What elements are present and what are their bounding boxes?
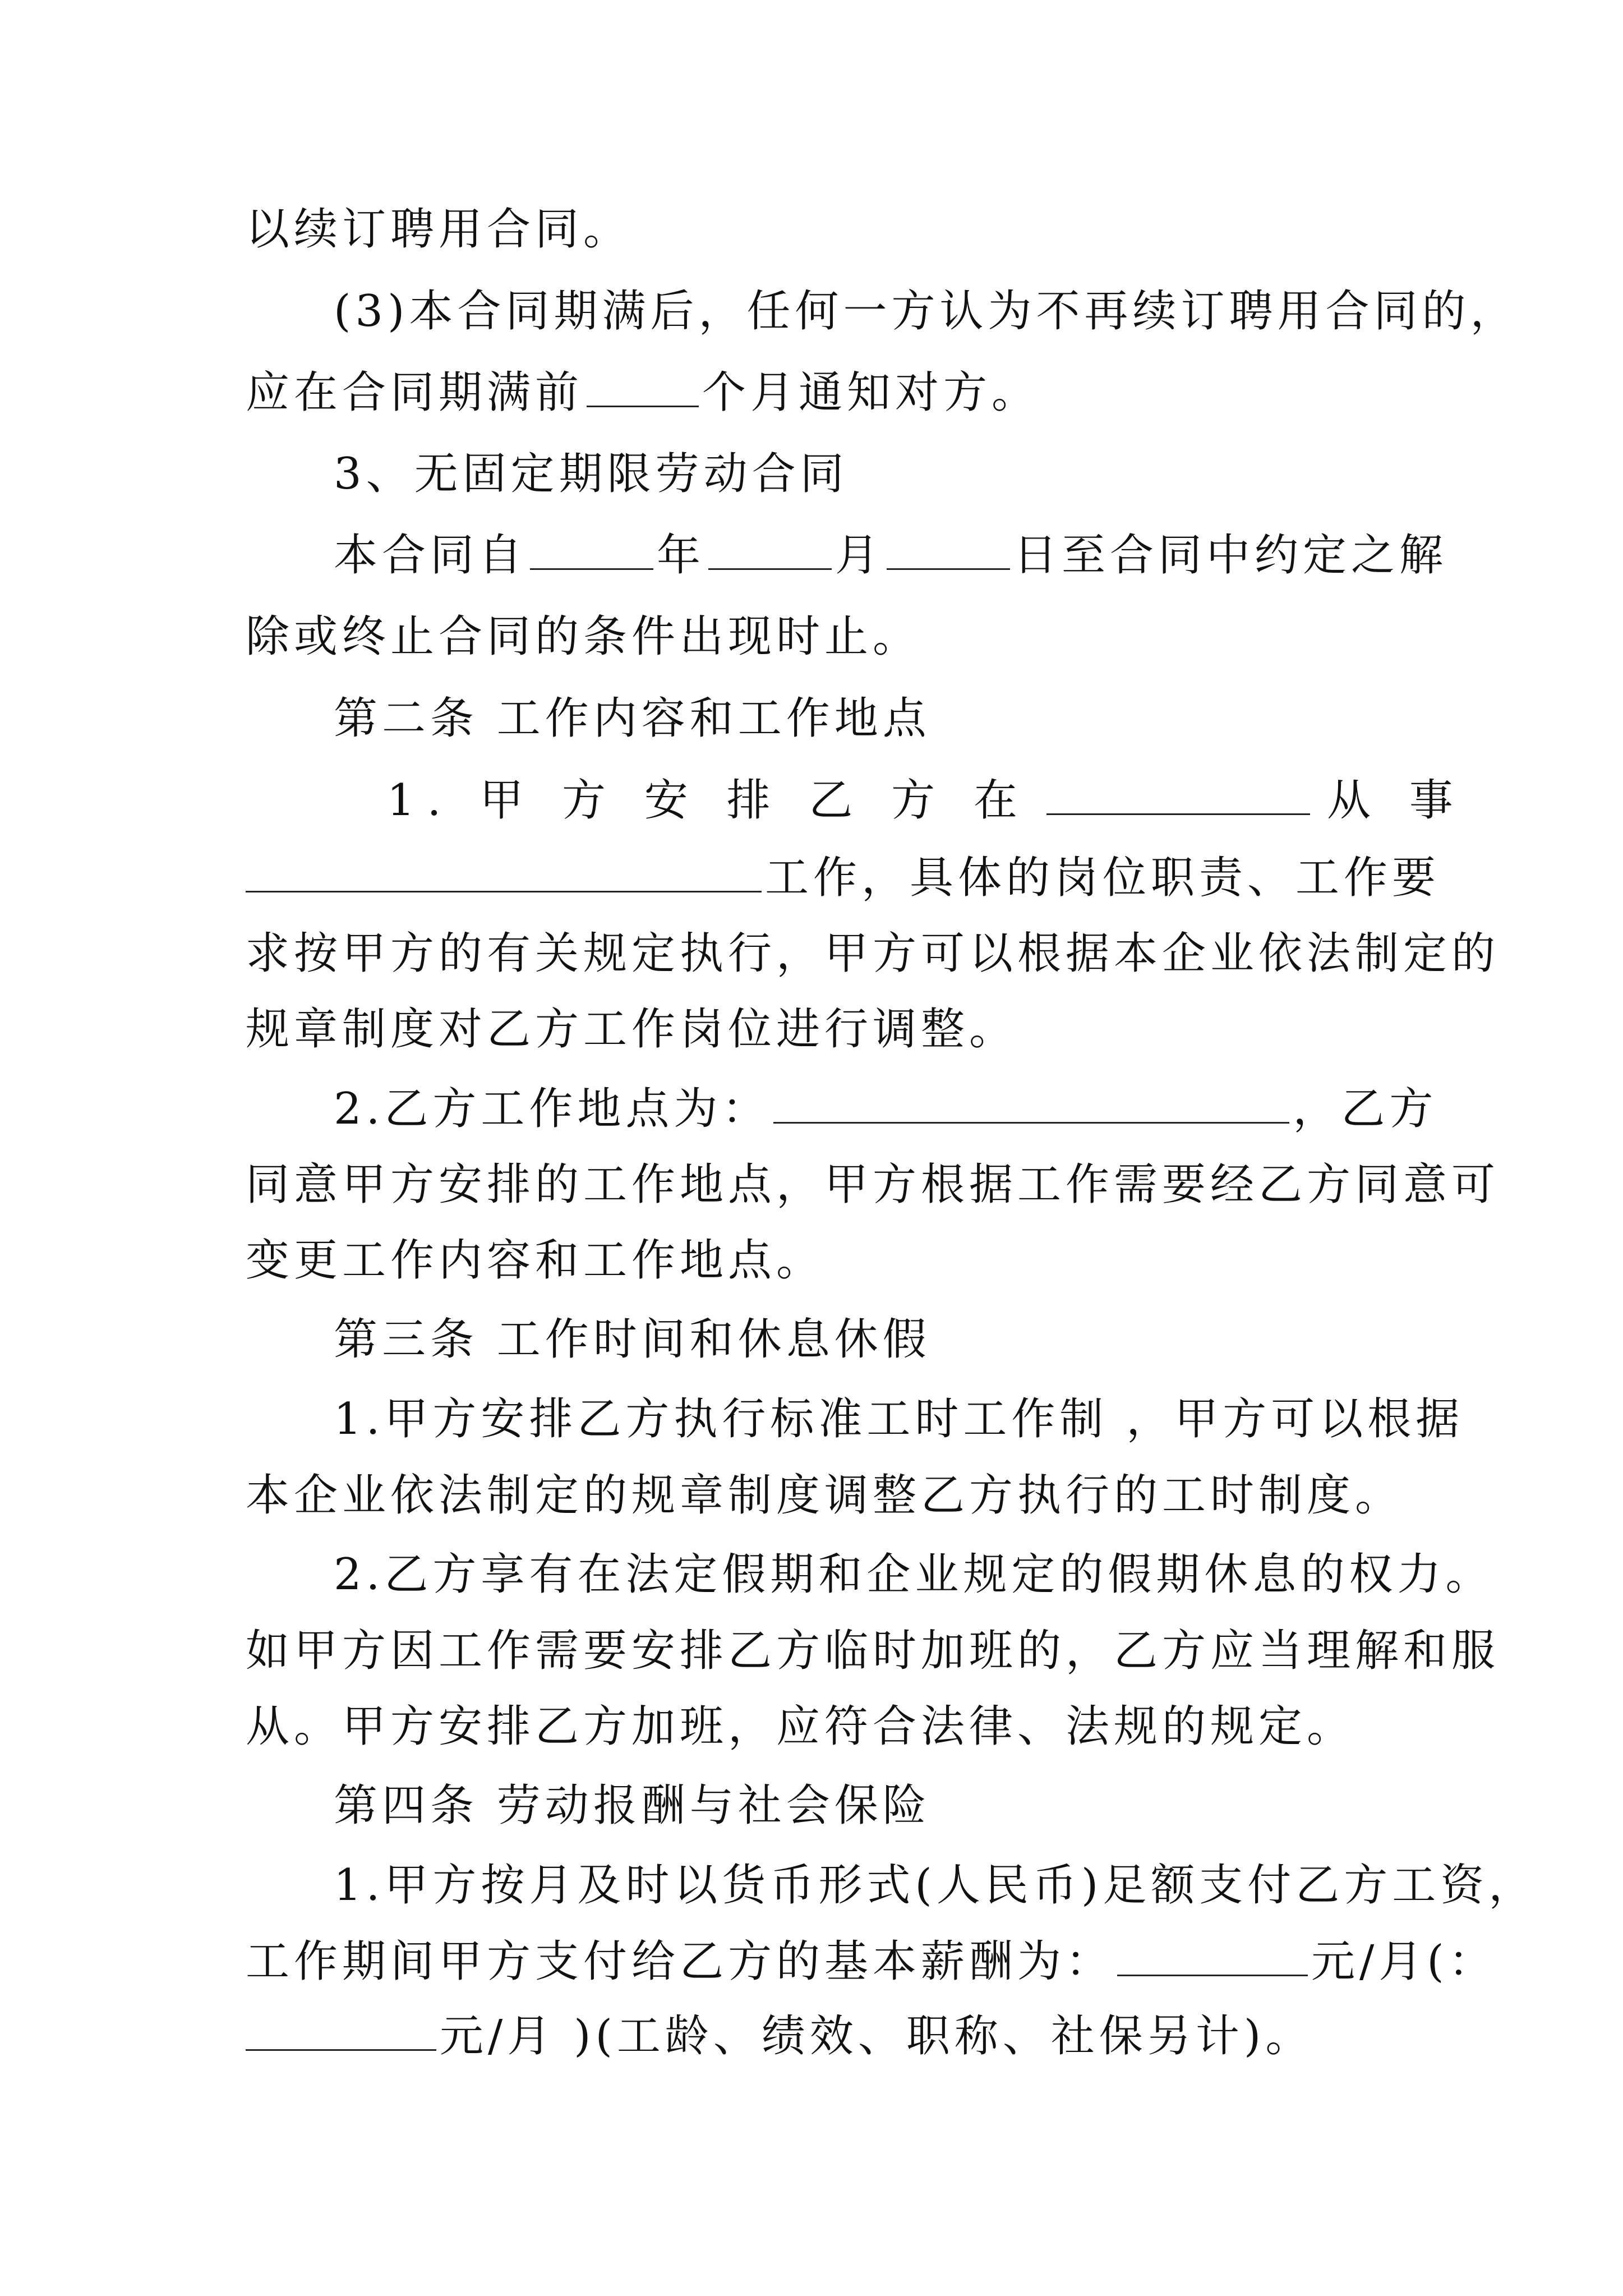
text-line: 同意甲方安排的工作地点，甲方根据工作需要经乙方同意可 bbox=[246, 1159, 1500, 1210]
blank-line-department[interactable] bbox=[1046, 777, 1310, 815]
text-line: 如甲方因工作需要安排乙方临时加班的，乙方应当理解和服 bbox=[246, 1626, 1500, 1676]
blank-line-work-location[interactable] bbox=[773, 1086, 1289, 1124]
blank-line-base-salary[interactable] bbox=[1117, 1939, 1308, 1976]
article-heading: 第三条 工作时间和休息休假 bbox=[334, 1314, 931, 1365]
blank-line-months[interactable] bbox=[587, 370, 699, 407]
article-heading: 第四条 劳动报酬与社会保险 bbox=[334, 1780, 931, 1831]
text-line: (3)本合同期满后，任何一方认为不再续订聘用合同的， bbox=[334, 286, 1519, 337]
text-line: 以续订聘用合同。 bbox=[246, 204, 632, 255]
blank-line-job-type[interactable] bbox=[246, 855, 762, 892]
text-line: 2.乙方享有在法定假期和企业规定的假期休息的权力。 bbox=[334, 1549, 1494, 1600]
blank-line-start-year[interactable] bbox=[530, 532, 653, 570]
blank-line-start-day[interactable] bbox=[887, 532, 1010, 570]
section-heading: 3、无固定期限劳动合同 bbox=[334, 449, 849, 499]
text-line: 本企业依法制定的规章制度调整乙方执行的工时制度。 bbox=[246, 1470, 1404, 1521]
text-line: 规章制度对乙方工作岗位进行调整。 bbox=[246, 1004, 1018, 1055]
text-line: 1. 甲 方 安 排 乙 方 在 从 事 bbox=[387, 775, 1465, 826]
text-line: 1.甲方安排乙方执行标准工时工作制 ，甲方可以根据 bbox=[334, 1394, 1464, 1444]
text-line: 2.乙方工作地点为： ，乙方 bbox=[334, 1084, 1438, 1134]
text-line: 元/月 )(工龄、绩效、职称、社保另计)。 bbox=[246, 2005, 1390, 2067]
text-line: 本合同自 年 月 日至合同中约定之解 bbox=[334, 530, 1448, 581]
text-line: 1.甲方按月及时以货币形式(人民币)足额支付乙方工资， bbox=[334, 1860, 1537, 1911]
text-line: 变更工作内容和工作地点。 bbox=[246, 1235, 825, 1286]
text-line: 除或终止合同的条件出现时止。 bbox=[246, 611, 921, 662]
text-line: 应在合同期满前 个月通知对方。 bbox=[246, 367, 1040, 418]
text-line: 工作，具体的岗位职责、工作要 bbox=[246, 847, 1390, 909]
text-line: 从。甲方安排乙方加班，应符合法律、法规的规定。 bbox=[246, 1701, 1355, 1752]
blank-line-salary-amount[interactable] bbox=[246, 2013, 436, 2051]
article-heading: 第二条 工作内容和工作地点 bbox=[334, 693, 931, 744]
text-line: 求按甲方的有关规定执行，甲方可以根据本企业依法制定的 bbox=[246, 928, 1500, 979]
text-line: 工作期间甲方支付给乙方的基本薪酬为： 元/月(： bbox=[246, 1936, 1497, 1987]
blank-line-start-month[interactable] bbox=[708, 532, 832, 570]
